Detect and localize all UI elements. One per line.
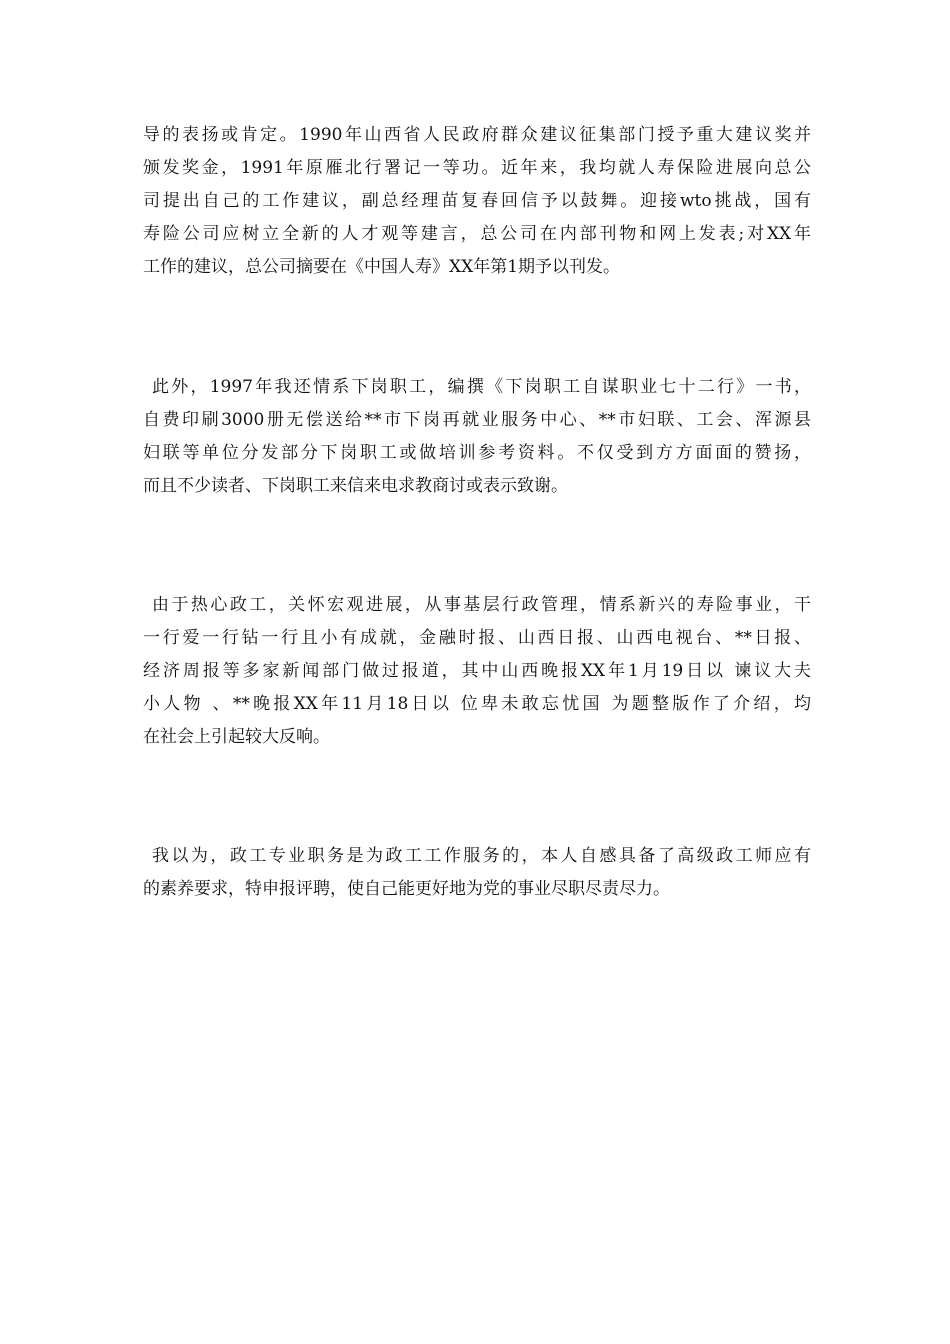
text-line: 小人物 、**晚报XX年11月18日以 位卑未敢忘忧国 为题整版作了介绍，均 (143, 694, 811, 714)
text-line: 妇联等单位分发部分下岗职工或做培训参考资料。不仅受到方方面面的赞扬， (143, 443, 811, 463)
text-line: 而且不少读者、下岗职工来信来电求教商讨或表示致谢。 (143, 476, 568, 496)
text-line: 此外，1997年我还情系下岗职工，编撰《下岗职工自谋职业七十二行》一书， (152, 377, 811, 397)
text-line: 自费印刷3000册无偿送给**市下岗再就业服务中心、**市妇联、工会、浑源县 (143, 410, 811, 430)
paragraph-media-coverage (143, 589, 811, 754)
text-line: 颁发奖金，1991年原雁北行署记一等功。近年来，我均就人寿保险进展向总公 (143, 158, 811, 178)
paragraph-laid-off-workers-book (143, 371, 811, 503)
text-line: 司提出自己的工作建议，副总经理苗复春回信予以鼓舞。迎接wto挑战，国有 (143, 191, 811, 211)
text-line: 经济周报等多家新闻部门做过报道，其中山西晚报XX年1月19日以 谏议大夫 (143, 661, 811, 681)
text-line: 一行爱一行钻一行且小有成就，金融时报、山西日报、山西电视台、**日报、 (143, 628, 811, 648)
text-line: 由于热心政工，关怀宏观进展，从事基层行政管理，情系新兴的寿险事业，干 (152, 595, 811, 615)
paragraph-awards (143, 119, 811, 284)
text-line: 导的表扬或肯定。1990年山西省人民政府群众建议征集部门授予重大建议奖并 (143, 125, 811, 145)
text-line: 我以为，政工专业职务是为政工工作服务的，本人自感具备了高级政工师应有 (152, 846, 811, 866)
paragraph-conclusion (143, 840, 811, 906)
text-line: 工作的建议，总公司摘要在《中国人寿》XX年第1期予以刊发。 (143, 257, 621, 277)
text-line: 的素养要求，特申报评聘，使自己能更好地为党的事业尽职尽责尽力。 (143, 879, 670, 899)
text-line: 寿险公司应树立全新的人才观等建言，总公司在内部刊物和网上发表;对XX年 (143, 224, 811, 244)
text-line: 在社会上引起较大反响。 (143, 727, 330, 747)
